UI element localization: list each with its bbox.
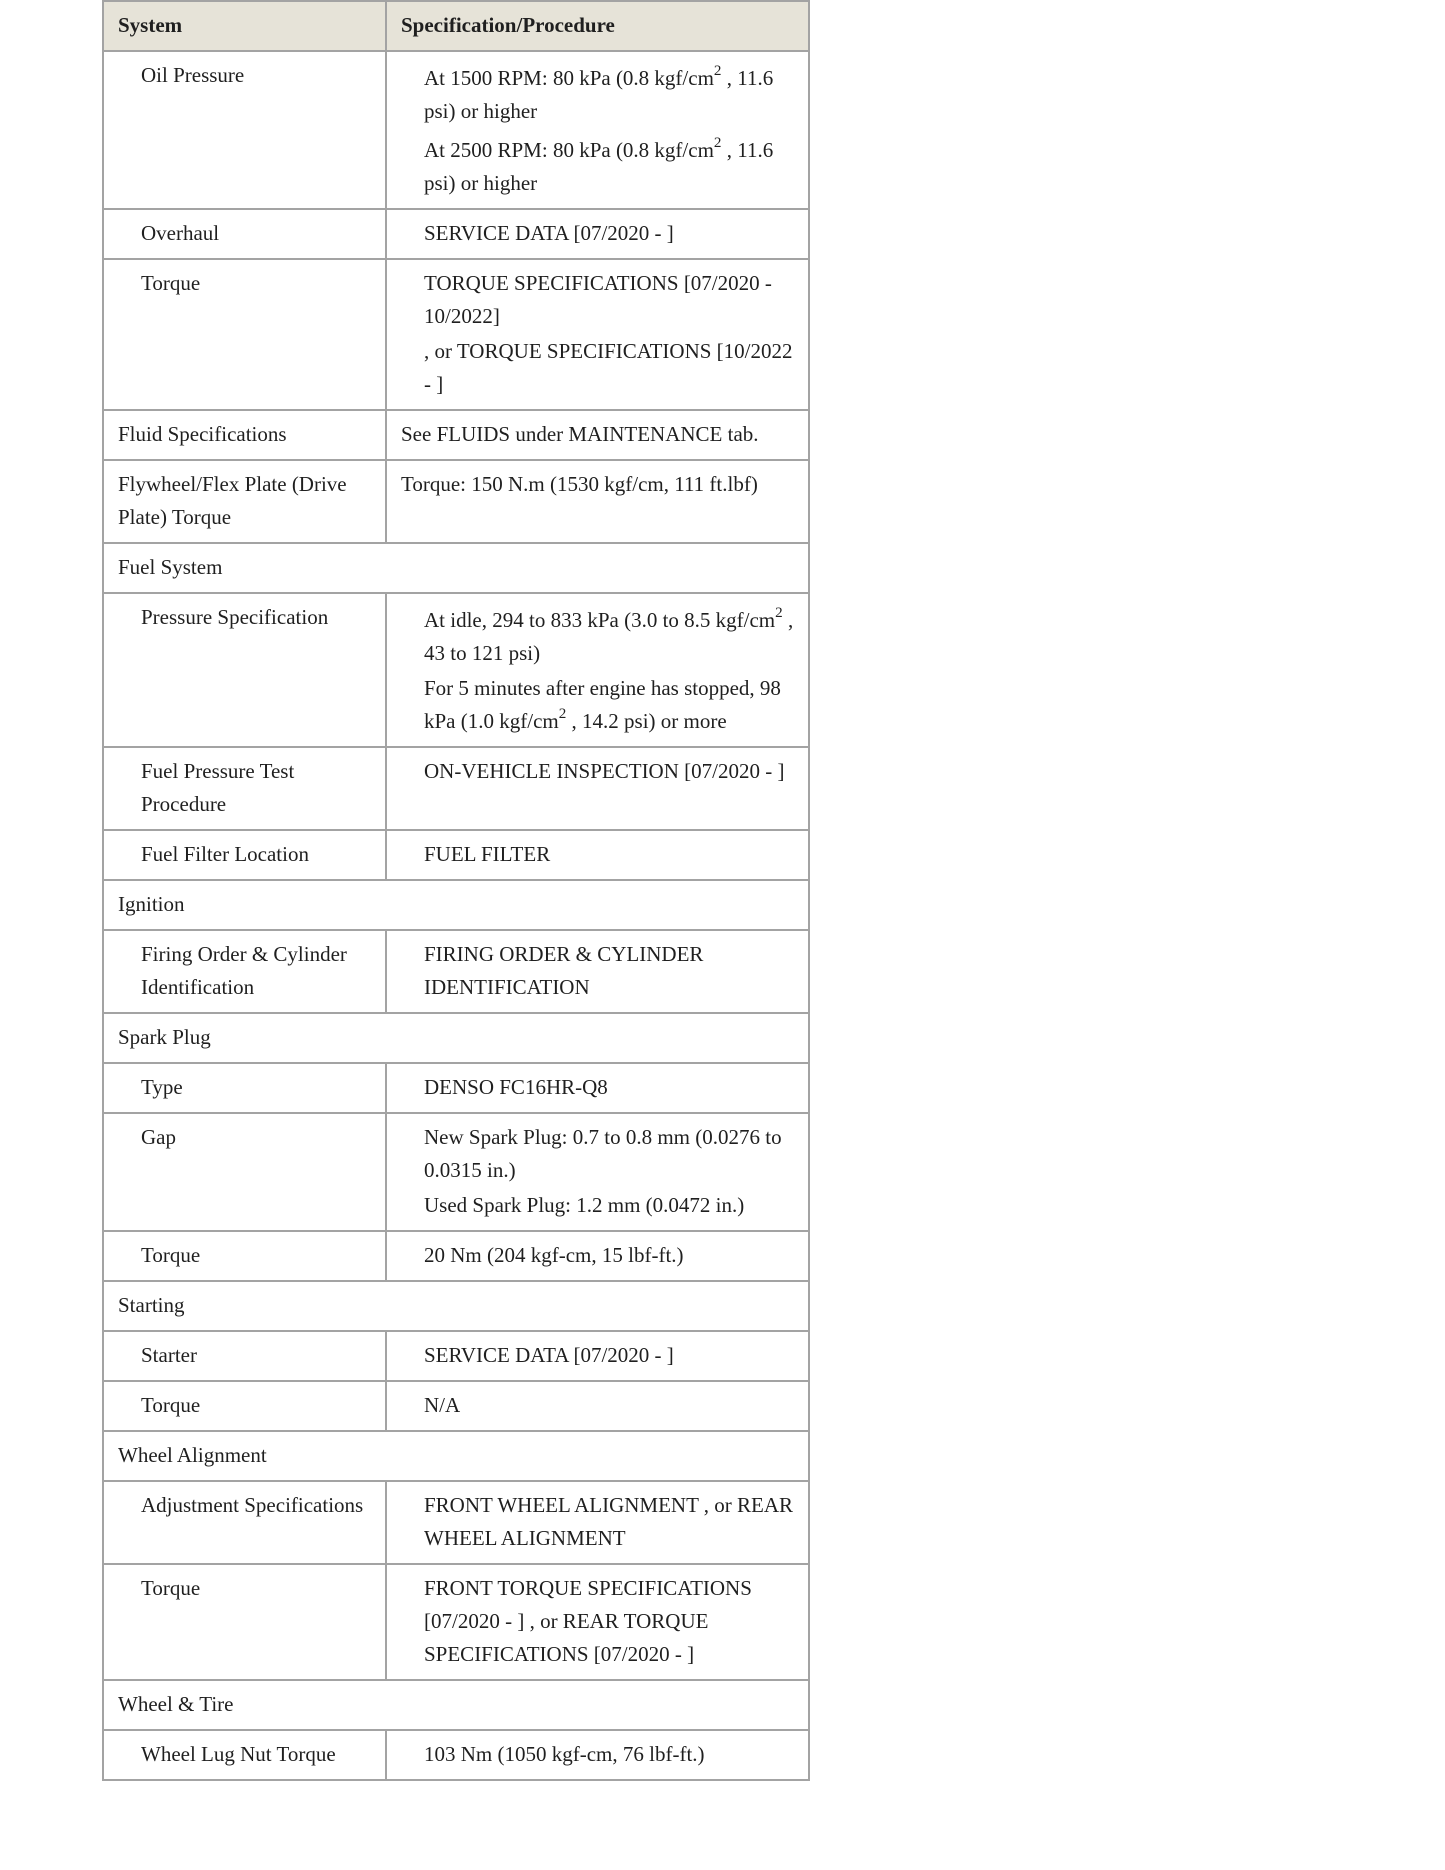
oil-pressure-2500-sup: 2 (713, 134, 722, 151)
torque-spec-link-2022[interactable]: , or TORQUE SPECIFICATIONS [10/2022 - ] (424, 339, 793, 396)
fuel-pressure-value (386, 593, 809, 747)
fuel-pressure-label: Pressure Specification (103, 593, 386, 747)
fuel-pressure-idle-line (424, 604, 794, 670)
header-row (103, 1, 809, 51)
table-row-fluid-specs (103, 410, 809, 460)
oil-pressure-1500-sup: 2 (713, 62, 722, 79)
fuel-pressure-stopped-sup: 2 (558, 705, 567, 722)
wheel-tire-heading: Wheel & Tire (103, 1680, 809, 1730)
oil-pressure-line-2500 (424, 134, 794, 200)
ignition-heading: Ignition (103, 880, 809, 930)
spec-table (102, 0, 810, 1781)
fuel-pressure-stopped-text-b: , 14.2 psi) or more (566, 709, 727, 733)
fluid-specs-value: See FLUIDS under MAINTENANCE tab. (386, 410, 809, 460)
spark-gap-value (386, 1113, 809, 1231)
oil-pressure-label: Oil Pressure (103, 51, 386, 209)
oil-pressure-2500-text-b: , 11.6 psi) or higher (424, 138, 774, 195)
header-spec: Specification/Procedure (386, 1, 809, 51)
spark-gap-new: New Spark Plug: 0.7 to 0.8 mm (0.0276 to 0.0315 in.) (424, 1125, 782, 1182)
table-row-fuel-test (103, 747, 809, 830)
spark-type-value: DENSO FC16HR-Q8 (386, 1063, 809, 1113)
overhaul-link[interactable]: SERVICE DATA [07/2020 - ] (386, 209, 809, 259)
fuel-test-link[interactable]: ON-VEHICLE INSPECTION [07/2020 - ] (386, 747, 809, 830)
header-system: System (103, 1, 386, 51)
table-row-spark-type (103, 1063, 809, 1113)
table-row-lug-nut (103, 1730, 809, 1780)
table-row-alignment-torque (103, 1564, 809, 1680)
fuel-pressure-stopped-text-a: For 5 minutes after engine has stopped, 98 kPa (1.0 kgf/cm (424, 676, 781, 733)
oil-pressure-line-1500 (424, 62, 794, 128)
spark-torque-value: 20 Nm (204 kgf-cm, 15 lbf-ft.) (386, 1231, 809, 1281)
overhaul-label: Overhaul (103, 209, 386, 259)
flywheel-label: Flywheel/Flex Plate (Drive Plate) Torque (103, 460, 386, 543)
firing-order-label: Firing Order & Cylinder Identification (103, 930, 386, 1013)
fuel-pressure-idle-text-a: At idle, 294 to 833 kPa (3.0 to 8.5 kgf/cm (424, 608, 776, 632)
fuel-test-label: Fuel Pressure Test Procedure (103, 747, 386, 830)
engine-torque-value (386, 259, 809, 410)
starter-label: Starter (103, 1331, 386, 1381)
fuel-pressure-idle-text-b: , 43 to 121 psi) (424, 608, 794, 665)
firing-order-link[interactable]: FIRING ORDER & CYLINDER IDENTIFICATION (386, 930, 809, 1013)
table-row-starter (103, 1331, 809, 1381)
group-row-starting (103, 1281, 809, 1331)
group-row-wheel-alignment (103, 1431, 809, 1481)
fluid-specs-label: Fluid Specifications (103, 410, 386, 460)
oil-pressure-value (386, 51, 809, 209)
table-row-oil-pressure (103, 51, 809, 209)
table-row-fuel-filter (103, 830, 809, 880)
table-row-starter-torque (103, 1381, 809, 1431)
group-row-spark-plug (103, 1013, 809, 1063)
torque-spec-link-2020[interactable]: TORQUE SPECIFICATIONS [07/2020 - 10/2022] (424, 271, 772, 328)
lug-nut-label: Wheel Lug Nut Torque (103, 1730, 386, 1780)
spark-plug-heading: Spark Plug (103, 1013, 809, 1063)
table-row-spark-torque (103, 1231, 809, 1281)
starter-link[interactable]: SERVICE DATA [07/2020 - ] (386, 1331, 809, 1381)
group-row-wheel-tire (103, 1680, 809, 1730)
table-row-flywheel (103, 460, 809, 543)
alignment-torque-label: Torque (103, 1564, 386, 1680)
spark-torque-label: Torque (103, 1231, 386, 1281)
table-body (103, 51, 809, 1780)
engine-torque-label: Torque (103, 259, 386, 410)
alignment-adjust-label: Adjustment Specifications (103, 1481, 386, 1564)
flywheel-value: Torque: 150 N.m (1530 kgf/cm, 111 ft.lbf) (386, 460, 809, 543)
oil-pressure-1500-text-a: At 1500 RPM: 80 kPa (0.8 kgf/cm (424, 66, 714, 90)
group-row-ignition (103, 880, 809, 930)
starter-torque-value: N/A (386, 1381, 809, 1431)
alignment-torque-link[interactable]: FRONT TORQUE SPECIFICATIONS [07/2020 - ] , or REAR TORQUE SPECIFICATIONS [07/2020 - ] (386, 1564, 809, 1680)
oil-pressure-2500-text-a: At 2500 RPM: 80 kPa (0.8 kgf/cm (424, 138, 714, 162)
fuel-filter-link[interactable]: FUEL FILTER (386, 830, 809, 880)
table-row-fuel-pressure (103, 593, 809, 747)
starting-heading: Starting (103, 1281, 809, 1331)
fuel-pressure-idle-sup: 2 (775, 604, 783, 621)
spark-type-label: Type (103, 1063, 386, 1113)
spark-gap-used: Used Spark Plug: 1.2 mm (0.0472 in.) (424, 1193, 745, 1217)
table-row-alignment-adjust (103, 1481, 809, 1564)
alignment-adjust-link[interactable]: FRONT WHEEL ALIGNMENT , or REAR WHEEL ALIGNMENT (386, 1481, 809, 1564)
table-header (103, 1, 809, 51)
fuel-pressure-stopped-line (424, 672, 794, 738)
wheel-alignment-heading: Wheel Alignment (103, 1431, 809, 1481)
table-row-spark-gap (103, 1113, 809, 1231)
fuel-filter-label: Fuel Filter Location (103, 830, 386, 880)
oil-pressure-1500-text-b: , 11.6 psi) or higher (424, 66, 774, 123)
table-row-overhaul (103, 209, 809, 259)
table-row-firing-order (103, 930, 809, 1013)
starter-torque-label: Torque (103, 1381, 386, 1431)
fuel-system-heading: Fuel System (103, 543, 809, 593)
lug-nut-value: 103 Nm (1050 kgf-cm, 76 lbf-ft.) (386, 1730, 809, 1780)
table-row-engine-torque (103, 259, 809, 410)
group-row-fuel-system (103, 543, 809, 593)
spark-gap-label: Gap (103, 1113, 386, 1231)
